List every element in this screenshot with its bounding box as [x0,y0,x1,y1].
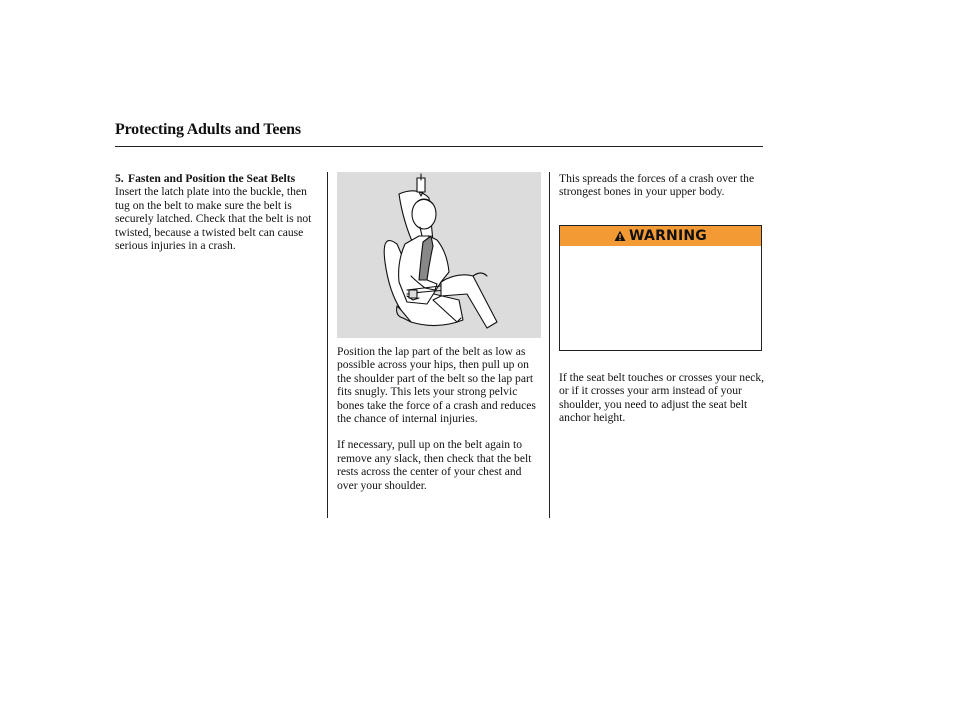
latch-instructions-paragraph: Insert the latch plate into the buckle, then tug on the belt to make sure the belt is securely latched. Check that the belt is not twisted, because a twisted belt can cause serious injuries in a crash. [115,185,312,253]
step-heading [115,172,321,185]
middle-column-text [337,345,544,492]
page-title: Protecting Adults and Teens [115,121,301,138]
anchor-height-paragraph: If the seat belt touches or crosses your neck, or if it crosses your arm instead of your shoulder, you need to adjust the seat belt anchor height. [559,371,765,425]
left-column [115,172,321,252]
title-rule [115,146,763,147]
step-heading-text: Fasten and Position the Seat Belts [128,172,296,185]
warning-triangle-icon [614,230,626,242]
warning-box [559,225,762,351]
seat-belt-figure [337,172,541,338]
seated-occupant-illustration-icon [337,172,541,338]
warning-header [560,226,761,246]
lap-belt-paragraph: Position the lap part of the belt as low as possible across your hips, then pull up on the shoulder part of the belt so the lap part fits snugly. This lets your strong pelvic bones take the force of a crash and reduces the chance of internal injuries. [337,345,536,426]
column-divider-right [549,172,550,518]
warning-label: WARNING [629,228,707,244]
force-distribution-paragraph: This spreads the forces of a crash over the strongest bones in your upper body. [559,172,755,199]
right-column-top [559,172,763,199]
right-column-bottom [559,371,765,425]
step-number: 5. [115,172,124,185]
column-divider-left [327,172,328,518]
slack-check-paragraph: If necessary, pull up on the belt again to remove any slack, then check that the belt rests across the center of your chest and over your shoulder. [337,438,532,492]
